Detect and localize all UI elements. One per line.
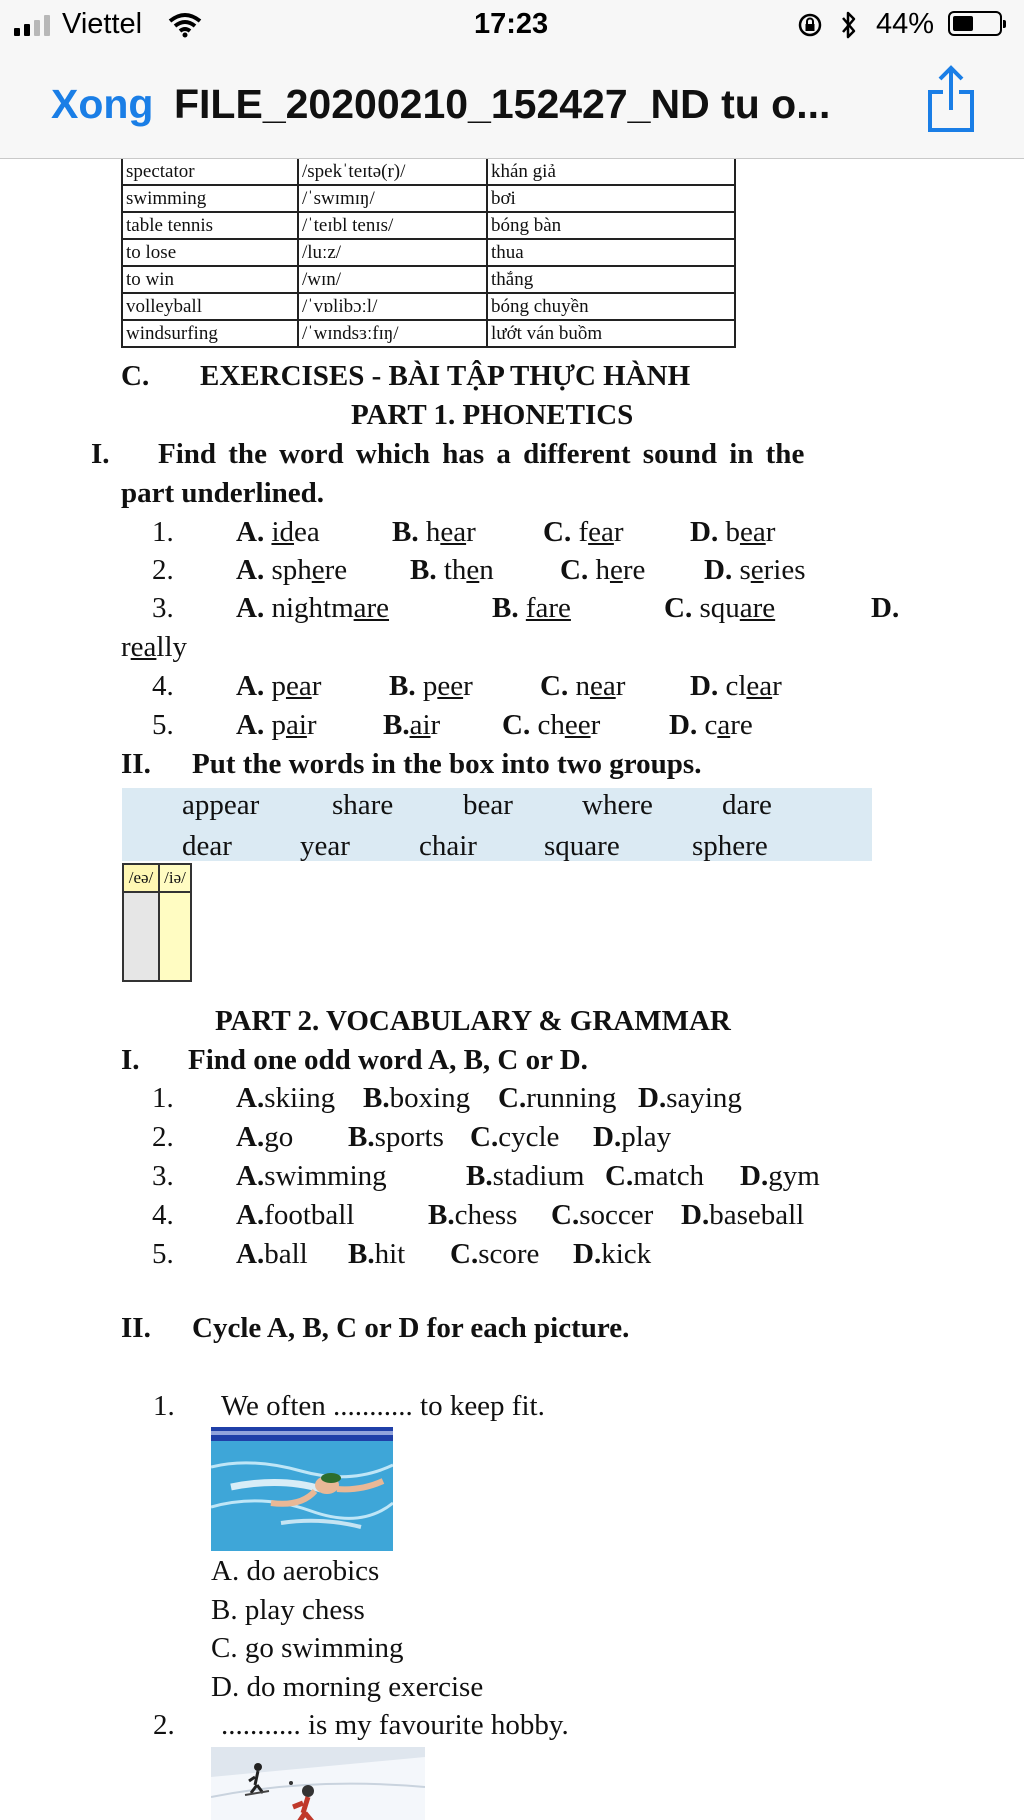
document-viewer[interactable] — [0, 159, 1024, 1820]
vocab-row — [122, 239, 735, 266]
underlined-part: ea — [130, 631, 157, 663]
question-number: 1. — [152, 1082, 174, 1114]
option-b[interactable] — [383, 708, 440, 742]
skiing-photo — [211, 1747, 425, 1820]
word-part: r — [613, 516, 624, 548]
rotation-lock-icon — [797, 12, 823, 38]
option-c[interactable] — [560, 553, 645, 587]
option-word: football — [264, 1199, 355, 1231]
vocab-row — [122, 185, 735, 212]
option-letter: D. — [573, 1238, 602, 1270]
option-d[interactable] — [740, 1159, 820, 1193]
vocab-pronunciation: /ˈwɪndsɜːfɪŋ/ — [298, 320, 487, 347]
option-word: swimming — [264, 1160, 387, 1192]
vocab-row — [122, 293, 735, 320]
option-letter: B. — [363, 1082, 390, 1114]
word-part: r — [765, 516, 776, 548]
vocab-word: table tennis — [122, 212, 298, 239]
word-part: A. p — [236, 709, 286, 741]
battery-icon — [948, 11, 1002, 36]
option-letter: D. — [690, 516, 719, 548]
option-b[interactable] — [410, 553, 494, 587]
word-part: A. p — [236, 670, 286, 702]
word-item: bear — [463, 789, 513, 821]
vocab-row — [122, 159, 735, 185]
option-a[interactable] — [236, 591, 389, 625]
word-part: C. ch — [502, 709, 565, 741]
option-letter: D. — [871, 592, 900, 624]
option-d[interactable] — [690, 515, 775, 549]
option-letter: A. — [236, 709, 265, 741]
word-part: r — [430, 709, 441, 741]
option-word: chess — [454, 1199, 518, 1231]
vocab-meaning: thắng — [487, 266, 735, 293]
option-d[interactable] — [669, 708, 753, 742]
option-word: score — [478, 1238, 540, 1270]
option-letter: C. — [540, 670, 569, 702]
option-d[interactable] — [593, 1120, 671, 1154]
bluetooth-icon — [840, 10, 858, 40]
option-b[interactable] — [392, 515, 476, 549]
option-letter: A. — [236, 592, 265, 624]
option-a[interactable] — [236, 669, 321, 703]
option-letter: B. — [410, 554, 437, 586]
p1-q1-instruction-line1: Find the word which has a different sound in the — [158, 438, 805, 470]
question-number: 4. — [152, 670, 174, 702]
option-word: baseball — [709, 1199, 805, 1231]
clock: 17:23 — [474, 8, 549, 40]
vocab-meaning: bơi — [487, 185, 735, 212]
p1-q2-instruction: Put the words in the box into two groups. — [192, 748, 702, 780]
option-letter: A. — [236, 516, 265, 548]
option-word: play — [621, 1121, 672, 1153]
question-number: 1. — [152, 516, 174, 548]
status-bar — [0, 0, 1024, 50]
vocab-meaning: thua — [487, 239, 735, 266]
underlined-part: e — [311, 554, 325, 586]
underlined-part: e — [466, 554, 480, 586]
underlined-part: ea — [739, 516, 766, 548]
underlined-part: e — [609, 554, 623, 586]
option-word: stadium — [492, 1160, 585, 1192]
picture-question-text: ........... is my favourite hobby. — [221, 1709, 569, 1741]
option-d[interactable] — [681, 1198, 804, 1232]
option-d[interactable] — [690, 669, 782, 703]
vocab-pronunciation: /ˈteɪbl tenɪs/ — [298, 212, 487, 239]
word-item: appear — [182, 789, 260, 821]
group-header-ea: /eə/ — [124, 865, 158, 893]
question-number: 2. — [152, 554, 174, 586]
vocab-pronunciation: /ˈswɪmɪŋ/ — [298, 185, 487, 212]
question-number: 4. — [152, 1199, 174, 1231]
option-word: match — [633, 1160, 705, 1192]
option-a[interactable] — [236, 1081, 335, 1115]
word-part: re — [622, 554, 646, 586]
vocab-meaning: lướt ván buồm — [487, 320, 735, 347]
option-c[interactable] — [470, 1120, 559, 1154]
option-c[interactable] — [551, 1198, 653, 1232]
option-d[interactable] — [573, 1237, 651, 1271]
group-column-ia[interactable] — [158, 863, 192, 982]
word-part: D. b — [690, 516, 740, 548]
option-letter: A. — [236, 1121, 265, 1153]
vocab-word: swimming — [122, 185, 298, 212]
option-b[interactable] — [363, 1081, 470, 1115]
word-part: r — [772, 670, 782, 702]
word-part — [871, 592, 899, 624]
question-number: 3. — [152, 1160, 174, 1192]
question-number: 5. — [152, 709, 174, 741]
option-a[interactable] — [236, 515, 320, 549]
option-letter: B. — [389, 670, 416, 702]
word-item: share — [332, 789, 394, 821]
option-c[interactable] — [498, 1081, 616, 1115]
word-part: re — [730, 709, 753, 741]
option-word: cycle — [498, 1121, 560, 1153]
vocab-pronunciation: /ˈvɒlibɔːl/ — [298, 293, 487, 320]
question-number: 3. — [152, 592, 174, 624]
vocabulary-table — [121, 159, 736, 348]
word-part: r — [615, 670, 626, 702]
swimming-photo — [211, 1427, 393, 1551]
option-letter: D. — [593, 1121, 622, 1153]
vocab-meaning: khán giả — [487, 159, 735, 185]
underlined-part: id — [271, 516, 295, 548]
word-part: r — [306, 709, 317, 741]
option-letter: D. — [638, 1082, 667, 1114]
option-letter: B. — [383, 709, 410, 741]
vocab-word: to lose — [122, 239, 298, 266]
option-d[interactable] — [704, 553, 806, 587]
option-b[interactable] — [389, 669, 473, 703]
underlined-part: fare — [525, 592, 571, 624]
underlined-part: are — [739, 592, 776, 624]
option-letter: D. — [681, 1199, 710, 1231]
option-letter: C. — [498, 1082, 527, 1114]
underlined-part: e — [750, 554, 764, 586]
question-number: 2. — [152, 1121, 174, 1153]
signal-icon — [14, 14, 50, 36]
picture-question-number: 1. — [153, 1390, 175, 1422]
word-item: year — [300, 830, 350, 862]
p1-q1-instruction-line2: part underlined. — [121, 477, 325, 509]
option-a[interactable] — [236, 1120, 293, 1154]
vocab-word: spectator — [122, 159, 298, 185]
word-item: dare — [722, 789, 772, 821]
option-b[interactable] — [348, 1237, 405, 1271]
underlined-part: ee — [437, 670, 464, 702]
option-letter: A. — [236, 1160, 265, 1192]
word-part: D. cl — [690, 670, 747, 702]
option-a[interactable] — [236, 708, 317, 742]
option-c[interactable] — [450, 1237, 539, 1271]
word-part: B. th — [410, 554, 467, 586]
navigation-bar — [0, 50, 1024, 159]
answer-option-c[interactable]: C. go swimming — [211, 1632, 404, 1664]
word-part: r — [590, 709, 601, 741]
underlined-part: ee — [564, 709, 591, 741]
option-d[interactable] — [871, 591, 899, 625]
option-word: soccer — [579, 1199, 654, 1231]
p2-q1-number: I. — [121, 1044, 140, 1076]
option-a[interactable] — [236, 1159, 387, 1193]
word-part: r — [466, 516, 476, 548]
vocab-row — [122, 266, 735, 293]
option-word: sports — [374, 1121, 444, 1153]
option-word: boxing — [389, 1082, 471, 1114]
picture-question-text: We often ........... to keep fit. — [221, 1390, 545, 1422]
word-item: dear — [182, 830, 232, 862]
option-a[interactable] — [236, 1237, 308, 1271]
vocab-word: volleyball — [122, 293, 298, 320]
word-part: A. nightm — [236, 592, 354, 624]
word-part: C. f — [543, 516, 589, 548]
section-c-title: EXERCISES - BÀI TẬP THỰC HÀNH — [200, 360, 691, 392]
word-part: r — [121, 631, 131, 663]
p2-q2-instruction: Cycle A, B, C or D for each picture. — [192, 1312, 630, 1344]
word-part: B. p — [389, 670, 438, 702]
word-part: A. sph — [236, 554, 312, 586]
option-word: skiing — [264, 1082, 336, 1114]
option-letter: A. — [236, 554, 265, 586]
vocab-word: to win — [122, 266, 298, 293]
p1-q2-number: II. — [121, 748, 151, 780]
word-part — [236, 516, 271, 548]
option-letter: B. — [466, 1160, 493, 1192]
option-word: saying — [666, 1082, 742, 1114]
underlined-part: ea — [589, 670, 616, 702]
vocab-pronunciation: /spekˈteɪtə(r)/ — [298, 159, 487, 185]
word-part: C. n — [540, 670, 590, 702]
option-letter: B. — [392, 516, 419, 548]
underlined-part: ai — [409, 709, 431, 741]
option-letter: A. — [236, 1199, 265, 1231]
p2-q1-instruction: Find one odd word A, B, C or D. — [188, 1044, 588, 1076]
option-b[interactable] — [492, 591, 571, 625]
option-letter: C. — [470, 1121, 499, 1153]
option-letter: C. — [560, 554, 589, 586]
option-d[interactable] — [638, 1081, 742, 1115]
word-part: re — [324, 554, 348, 586]
option-letter: C. — [450, 1238, 479, 1270]
word-part: C. squ — [664, 592, 740, 624]
wifi-icon — [168, 12, 202, 38]
option-letter: D. — [690, 670, 719, 702]
word-part: B. h — [392, 516, 441, 548]
option-c[interactable] — [540, 669, 625, 703]
share-icon[interactable] — [924, 64, 978, 134]
word-part — [383, 709, 410, 741]
vocab-row — [122, 320, 735, 347]
part1-title: PART 1. PHONETICS — [351, 399, 634, 431]
underlined-part: ea — [746, 670, 773, 702]
option-word: kick — [601, 1238, 652, 1270]
underlined-part: ai — [285, 709, 307, 741]
word-part: n — [479, 554, 494, 586]
word-item: chair — [419, 830, 477, 862]
option-letter: A. — [236, 1082, 265, 1114]
option-letter: D. — [740, 1160, 769, 1192]
vocab-word: windsurfing — [122, 320, 298, 347]
option-letter: A. — [236, 1238, 265, 1270]
option-word: ball — [264, 1238, 308, 1270]
word-part: r — [311, 670, 322, 702]
answer-option-d[interactable]: D. do morning exercise — [211, 1671, 484, 1703]
option-a[interactable] — [236, 1198, 354, 1232]
carrier-name: Viettel — [62, 8, 143, 40]
underlined-part: ea — [588, 516, 614, 548]
underlined-part: a — [717, 709, 731, 741]
option-d-continued[interactable] — [121, 630, 187, 664]
done-button[interactable]: Xong — [51, 81, 154, 127]
option-letter: B. — [348, 1121, 375, 1153]
picture-question-number: 2. — [153, 1709, 175, 1741]
question-number: 5. — [152, 1238, 174, 1270]
group-column-ea[interactable] — [122, 863, 160, 982]
option-a[interactable] — [236, 553, 347, 587]
option-letter: D. — [704, 554, 733, 586]
option-letter: A. — [236, 670, 265, 702]
group-header-ia: /iə/ — [160, 865, 190, 893]
word-item: where — [582, 789, 653, 821]
word-part: D. s — [704, 554, 751, 586]
option-letter: B. — [428, 1199, 455, 1231]
option-letter: C. — [543, 516, 572, 548]
option-letter: C. — [605, 1160, 634, 1192]
answer-option-b[interactable]: B. play chess — [211, 1594, 365, 1626]
option-word: hit — [374, 1238, 406, 1270]
option-letter: C. — [551, 1199, 580, 1231]
vocab-pronunciation: /luːz/ — [298, 239, 487, 266]
word-part: D. c — [669, 709, 718, 741]
option-word: gym — [768, 1160, 820, 1192]
option-word: running — [526, 1082, 617, 1114]
word-part: C. h — [560, 554, 610, 586]
p1-q1-number: I. — [91, 438, 110, 470]
option-letter: C. — [664, 592, 693, 624]
vocab-pronunciation: /wɪn/ — [298, 266, 487, 293]
option-c[interactable] — [502, 708, 600, 742]
option-b[interactable] — [348, 1120, 444, 1154]
option-letter: B. — [492, 592, 519, 624]
option-letter: C. — [502, 709, 531, 741]
section-c-letter: C. — [121, 360, 150, 392]
option-b[interactable] — [466, 1159, 584, 1193]
option-c[interactable] — [543, 515, 624, 549]
underlined-part: ea — [440, 516, 467, 548]
part2-title: PART 2. VOCABULARY & GRAMMAR — [215, 1005, 731, 1037]
option-c[interactable] — [664, 591, 775, 625]
word-item: square — [544, 830, 620, 862]
battery-percent: 44% — [876, 8, 935, 40]
underlined-part: ea — [285, 670, 312, 702]
option-letter: D. — [669, 709, 698, 741]
vocab-meaning: bóng chuyền — [487, 293, 735, 320]
word-part: r — [463, 670, 473, 702]
word-item: sphere — [692, 830, 768, 862]
underlined-part: are — [353, 592, 390, 624]
option-letter: B. — [348, 1238, 375, 1270]
vocab-row — [122, 212, 735, 239]
vocab-meaning: bóng bàn — [487, 212, 735, 239]
word-part: ea — [294, 516, 320, 548]
option-word: go — [264, 1121, 294, 1153]
word-part — [492, 592, 526, 624]
document-title: FILE_20200210_152427_ND tu o... — [174, 81, 831, 127]
p2-q2-number: II. — [121, 1312, 151, 1344]
option-c[interactable] — [605, 1159, 704, 1193]
word-box — [122, 788, 872, 861]
answer-option-a[interactable]: A. do aerobics — [211, 1555, 380, 1587]
word-part: ries — [763, 554, 806, 586]
word-part: lly — [156, 631, 188, 663]
option-b[interactable] — [428, 1198, 517, 1232]
